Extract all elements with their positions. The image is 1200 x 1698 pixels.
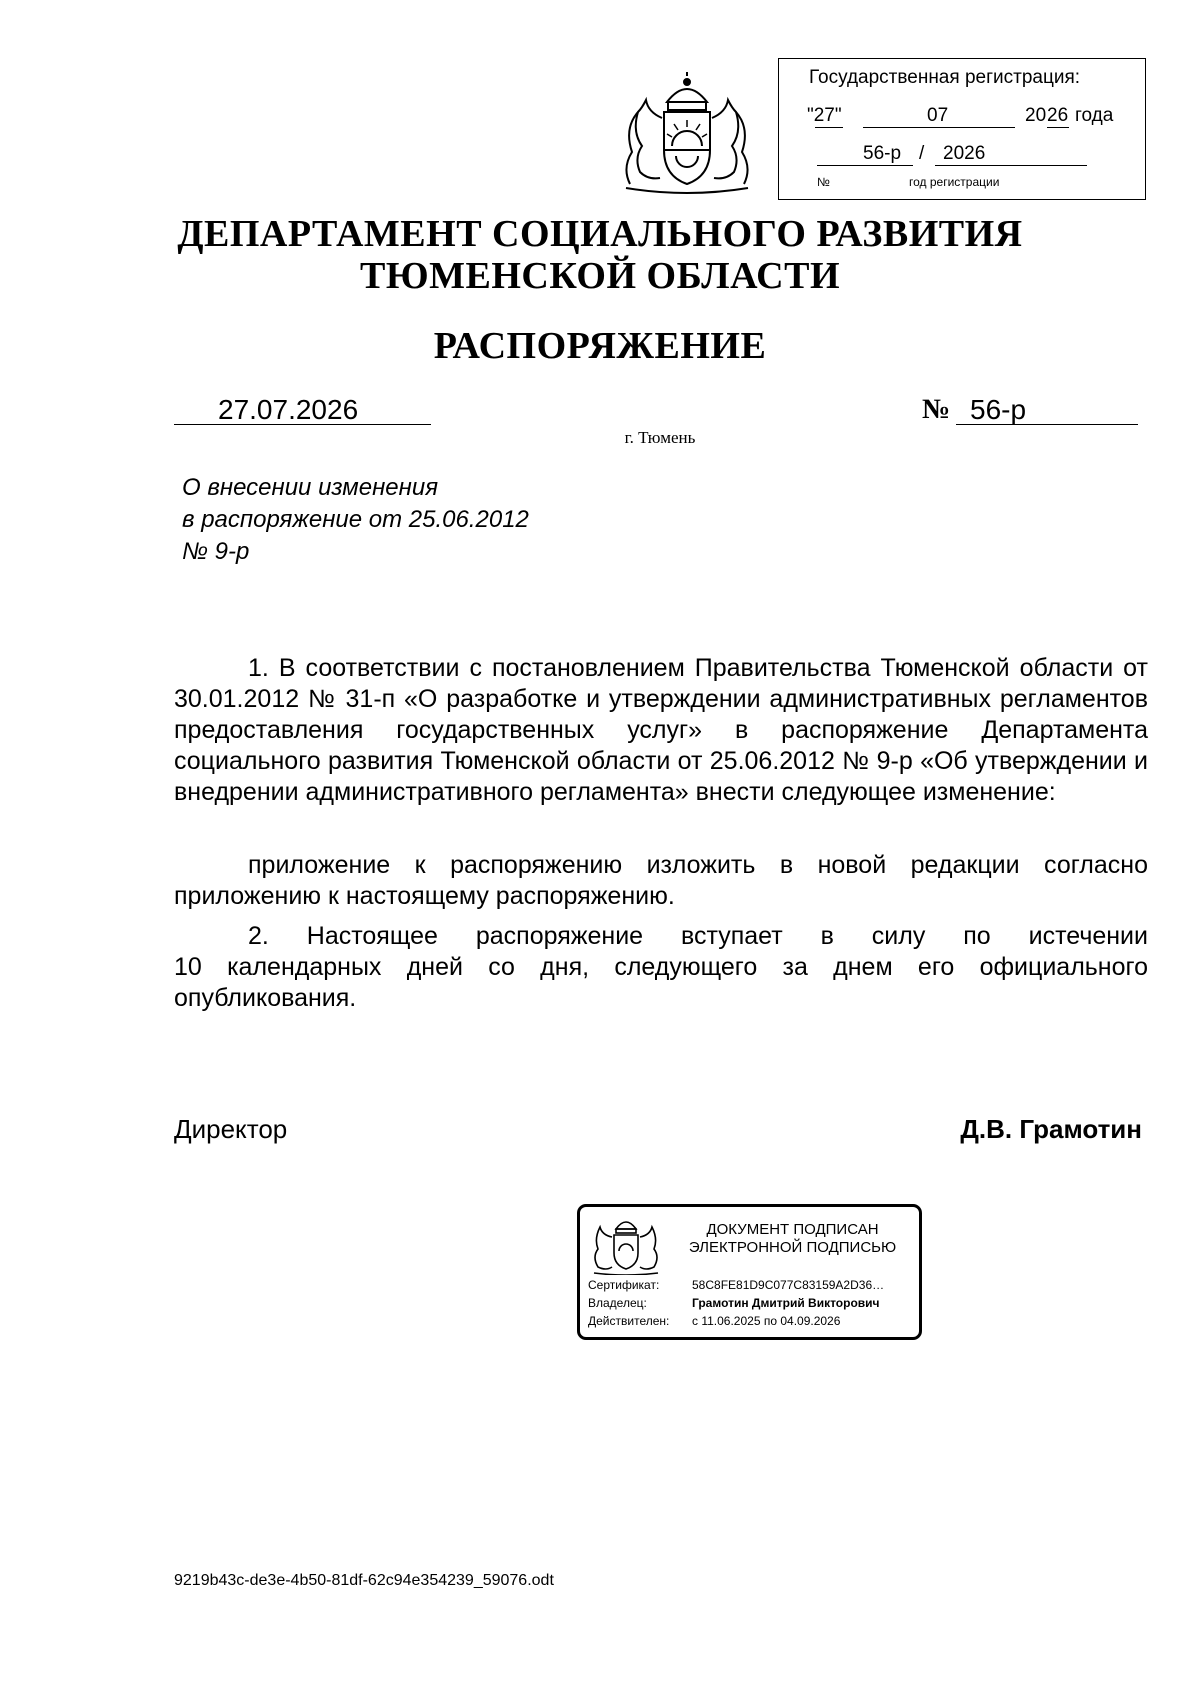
reg-number-underline xyxy=(817,165,913,166)
body-paragraph-3: 2. Настоящее распоряжение вступает в силу по истечении 10 календарных дней со дня, следующего за днем его официального опубликования. xyxy=(174,922,1148,1012)
stamp-owner-value: Грамотин Дмитрий Викторович xyxy=(692,1296,880,1310)
electronic-signature-stamp xyxy=(577,1204,922,1340)
day-underline xyxy=(815,127,843,128)
subject-line2: в распоряжение от 25.06.2012 xyxy=(182,506,529,533)
document-number: 56-р xyxy=(970,394,1027,425)
document-type: РАСПОРЯЖЕНИЕ xyxy=(433,325,767,367)
org-name-line2: ТЮМЕНСКОЙ ОБЛАСТИ xyxy=(359,255,840,297)
month-underline xyxy=(863,127,1015,128)
registration-month: 07 xyxy=(927,105,949,126)
registration-year-word: года xyxy=(1075,105,1114,126)
registration-year-suffix: 26 xyxy=(1047,105,1069,126)
registration-reg-year: 2026 xyxy=(943,143,986,164)
number-underline xyxy=(956,424,1138,425)
stamp-valid-label: Действителен: xyxy=(588,1314,670,1328)
body-paragraph-1: 1. В соответствии с постановлением Правительства Тюменской области от 30.01.2012 № 31-п «О разработке и утверждении административных регламентов предоставления государственных услуг» в распоряжение Департамента социального развития Тюменской области от 25.06.2012 № 9-р «Об утверждении и внедрении административного регламента» внести следующее изменение: xyxy=(174,654,1148,806)
body-paragraph-2: приложение к распоряжению изложить в новой редакции согласно приложению к настоящему распоряжению. xyxy=(174,851,1148,910)
footer-filename: 9219b43c-de3e-4b50-81df-62c94e354239_59076.odt xyxy=(174,1572,554,1589)
number-sign: № xyxy=(922,394,951,425)
registration-year-prefix: 20 xyxy=(1025,105,1047,126)
city: г. Тюмень xyxy=(624,428,696,447)
number-caption: № xyxy=(817,175,830,189)
stamp-title-line1: ДОКУМЕНТ ПОДПИСАН xyxy=(706,1221,879,1238)
coat-of-arms-icon xyxy=(612,72,762,196)
document-date: 27.07.2026 xyxy=(218,394,359,425)
registration-day: "27" xyxy=(807,105,842,126)
signer-name: Д.В. Грамотин xyxy=(960,1114,1142,1144)
stamp-emblem-icon xyxy=(588,1215,664,1275)
registration-slash: / xyxy=(919,143,925,164)
date-underline xyxy=(174,424,431,425)
stamp-cert-value: 58C8FE81D9C077C83159A2D36… xyxy=(692,1278,885,1292)
reg-year-underline xyxy=(935,165,1087,166)
year-underline xyxy=(1047,127,1069,128)
stamp-owner-label: Владелец: xyxy=(588,1296,647,1310)
registration-box xyxy=(778,58,1146,200)
subject-line1: О внесении изменения xyxy=(182,474,439,501)
org-name-line1: ДЕПАРТАМЕНТ СОЦИАЛЬНОГО РАЗВИТИЯ xyxy=(177,213,1023,255)
registration-heading: Государственная регистрация: xyxy=(809,67,1081,88)
subject-line3: № 9-р xyxy=(182,538,250,565)
stamp-cert-label: Сертификат: xyxy=(588,1278,660,1292)
stamp-title-line2: ЭЛЕКТРОННОЙ ПОДПИСЬЮ xyxy=(688,1239,897,1256)
year-caption: год регистрации xyxy=(909,175,1000,189)
signer-position: Директор xyxy=(174,1114,288,1144)
registration-number: 56-р xyxy=(863,143,902,164)
stamp-valid-value: с 11.06.2025 по 04.09.2026 xyxy=(692,1314,841,1328)
